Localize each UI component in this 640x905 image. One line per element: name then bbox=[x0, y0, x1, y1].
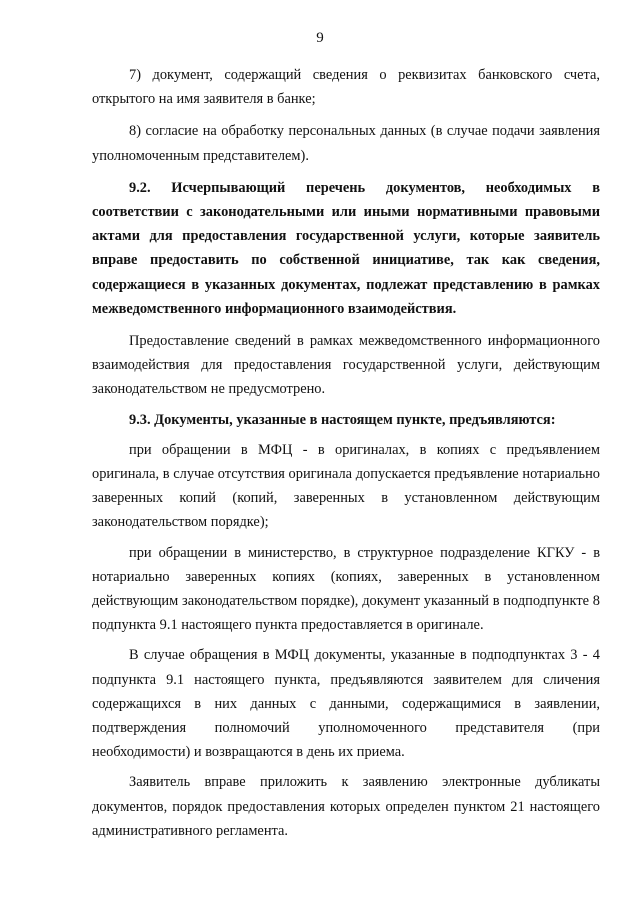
paragraph-9-2-text: Предоставление сведений в рамках межведомственного информационного взаимодействия для предоставления государственной услуги, действующим законодательством не предусмотрено. bbox=[92, 333, 600, 398]
paragraph-electronic-duplicates: Заявитель вправе приложить к заявлению электронные дубликаты документов, порядок предоставления которых определен пунктом 21 настоящего административного регламента. bbox=[92, 774, 600, 839]
section-heading-9-2: 9.2. Исчерпывающий перечень документов, необходимых в соответствии с законодательными или иными нормативными правовыми актами для предоставления государственной услуги, которые заявитель вправе предоставить по собственной инициативе, так как сведения, содержащиеся в указанных документах, подлежат представлению в рамках межведомственного информационного взаимодействия. bbox=[92, 179, 600, 317]
paragraph-item-7: 7) документ, содержащий сведения о реквизитах банковского счета, открытого на имя заявителя в банке; bbox=[92, 67, 600, 108]
section-heading-9-3: 9.3. Документы, указанные в настоящем пункте, предъявляются: bbox=[129, 411, 556, 428]
paragraph-mfc-presentation: при обращении в МФЦ - в оригиналах, в копиях с предъявлением оригинала, в случае отсутствия оригинала допускается предъявление нотариально заверенных копий (копий, заверенных в установленном действующим законодательством порядке); bbox=[92, 441, 600, 531]
paragraph-item-8: 8) согласие на обработку персональных данных (в случае подачи заявления уполномоченным представителем). bbox=[92, 123, 600, 164]
paragraph-documents-return: В случае обращения в МФЦ документы, указанные в подподпунктах 3 - 4 подпункта 9.1 настоящего пункта, предъявляются заявителем для сличения содержащихся в них данных с данными, содержащимися в заявлении, подтверждения полномочий уполномоченного представителя (при необходимости) и возвращаются в день их приема. bbox=[92, 647, 600, 761]
document-body bbox=[92, 63, 600, 843]
paragraph-ministry-presentation: при обращении в министерство, в структурное подразделение КГКУ - в нотариально заверенных копиях (копиях, заверенных в установленном действующим законодательством порядке), документ указанный в подподпункте 8 подпункта 9.1 настоящего пункта предоставляется в оригинале. bbox=[92, 544, 600, 634]
page-number: 9 bbox=[316, 30, 324, 46]
